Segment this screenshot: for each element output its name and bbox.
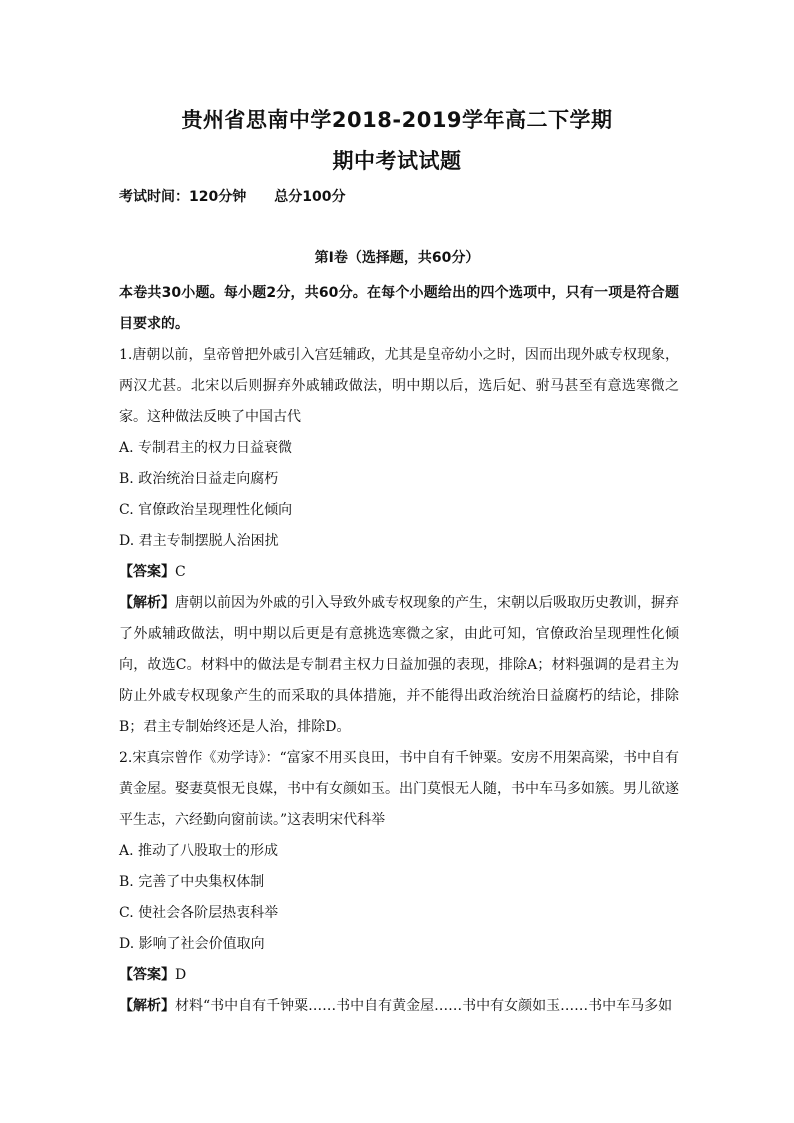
option-a: A. 推动了八股取士的形成 (119, 843, 279, 859)
answer-value: C (175, 564, 186, 580)
analysis-text: 材料“书中自有千钟粟……书中自有黄金屋……书中有女颜如玉……书中车马多如 (175, 998, 673, 1014)
answer-tag: 【答案】 (119, 564, 175, 580)
option-a: A. 专制君主的权力日益衰微 (119, 440, 293, 456)
question-stem: 1.唐朝以前，皇帝曾把外戚引入宫廷辅政，尤其是皇帝幼小之时，因而出现外戚专权现象，两汉尤甚。北宋以后则摒弃外戚辅政做法，明中期以后，选后妃、驸马甚至有意选寒微之家。这种做法反映了中国古代 (119, 347, 679, 425)
answer-tag: 【答案】 (119, 967, 175, 983)
analysis-tag: 【解析】 (119, 595, 175, 611)
question-1 (119, 340, 679, 743)
section-instructions: 本卷共30小题。每小题2分，共60分。在每个小题给出的四个选项中，只有一项是符合题目要求的。 (119, 285, 679, 332)
analysis (119, 588, 679, 743)
exam-subtitle: 期中考试试题 (332, 149, 462, 173)
question-stem: 2.宋真宗曾作《劝学诗》：“富家不用买良田，书中自有千钟粟。安房不用架高梁，书中自有黄金屋。娶妻莫恨无良媒，书中有女颜如玉。出门莫恨无人随，书中车马多如簇。男儿欲遂平生志，六经勤向窗前读。”这表明宋代科举 (119, 750, 679, 828)
exam-time: 考试时间：120分钟 (119, 189, 247, 205)
analysis (119, 991, 679, 1022)
option-b: B. 政治统治日益走向腐朽 (119, 471, 279, 487)
option-d: D. 影响了社会价值取向 (119, 936, 265, 952)
analysis-text: 唐朝以前因为外戚的引入导致外戚专权现象的产生，宋朝以后吸取历史教训，摒弃了外戚辅政做法，明中期以后更是有意挑选寒微之家，由此可知，官僚政治呈现理性化倾向，故选C。材料中的做法是专制君主权力日益加强的表现，排除A；材料强调的是君主为防止外戚专权现象产生的而采取的具体措施，并不能得出政治统治日益腐朽的结论，排除B；君主专制始终还是人治，排除D。 (119, 595, 679, 735)
answer-line (119, 557, 679, 588)
option-d: D. 君主专制摆脱人治困扰 (119, 533, 279, 549)
exam-title: 贵州省思南中学2018-2019学年高二下学期 (181, 108, 613, 132)
analysis-tag: 【解析】 (119, 998, 175, 1014)
exam-body (119, 278, 679, 1022)
answer-value: D (175, 967, 187, 983)
section-title: 第Ⅰ卷（选择题，共60分） (314, 250, 480, 266)
option-c: C. 使社会各阶层热衷科举 (119, 905, 279, 921)
total-score: 总分100分 (274, 189, 346, 205)
question-2 (119, 743, 679, 1022)
answer-line (119, 960, 679, 991)
exam-meta (119, 186, 345, 206)
option-c: C. 官僚政治呈现理性化倾向 (119, 502, 293, 518)
option-b: B. 完善了中央集权体制 (119, 874, 265, 890)
